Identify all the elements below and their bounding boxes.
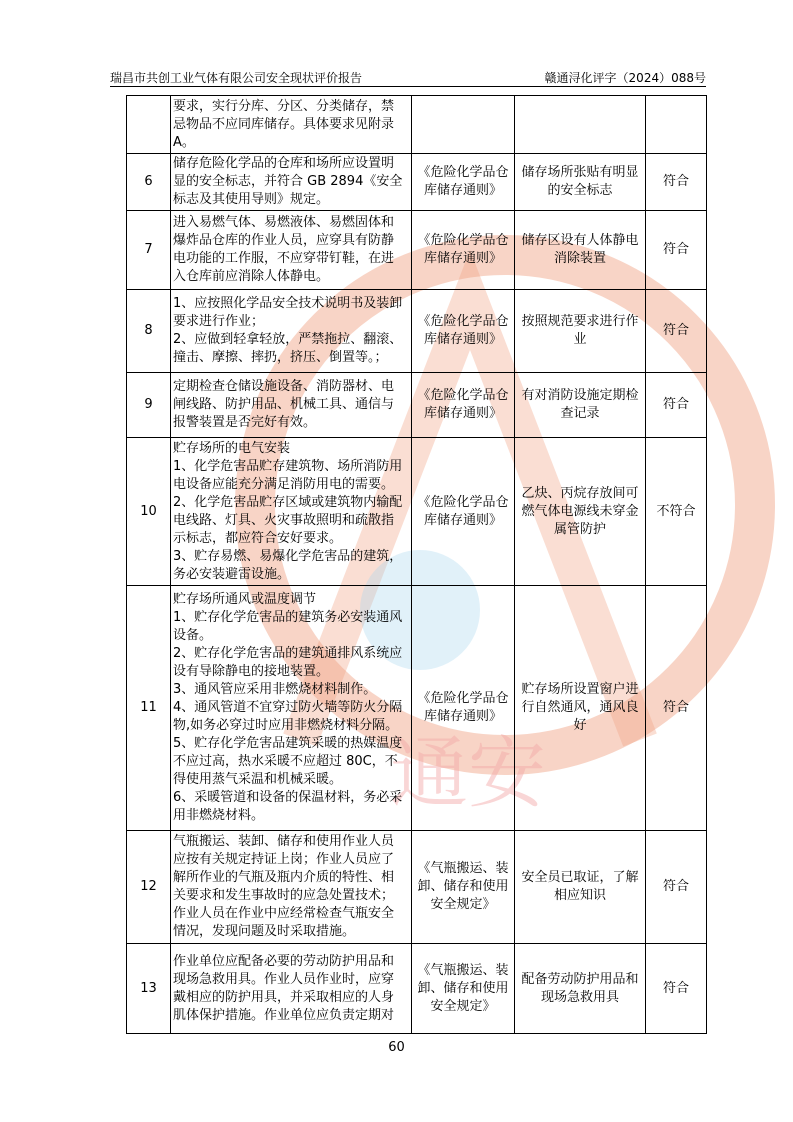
requirement-line: 设有导除静电的接地装置。 (173, 664, 330, 679)
requirement-line: 撞击、摩擦、摔扔，挤压、倒置等。； (173, 350, 388, 365)
basis-cell (412, 211, 515, 290)
result-cell (646, 96, 707, 154)
situation-line: 好 (573, 718, 587, 733)
requirement-line: 3、贮存易燃、易爆化学危害品的建筑， (173, 548, 403, 564)
table-row (127, 96, 707, 154)
report-title: 瑞昌市共创工业气体有限公司安全现状评价报告 (110, 71, 363, 85)
requirement-line: 解所作业的气瓶及瓶内介质的特性、相 (173, 870, 395, 885)
requirement-cell (171, 290, 412, 373)
basis-line: 卸、储存和使用 (417, 980, 509, 996)
basis-cell (412, 290, 515, 373)
requirement-line: 气瓶搬运、装卸、储存和使用作业人员 (173, 834, 395, 849)
table-row (127, 831, 707, 944)
basis-line: 库储存通则》 (423, 709, 502, 724)
row-number-cell: 7 (127, 211, 171, 290)
situation-cell (515, 944, 646, 1034)
report-number: 赣通浔化评字（2024）088号 (544, 71, 706, 85)
situation-line: 安全员已取证，了解 (521, 870, 639, 885)
requirement-line: 进入易燃气体、易燃液体、易燃固体和 (173, 215, 395, 230)
situation-cell (515, 438, 646, 586)
requirement-line: 1、化学危害品贮存建筑物、场所消防用 (173, 458, 403, 474)
requirement-line: 标志及其使用导则》规定。 (173, 192, 330, 207)
situation-cell (515, 154, 646, 211)
situation-line: 现场急救用具 (540, 989, 619, 1005)
situation-line: 按照规范要求进行作 (521, 314, 639, 329)
requirement-line: 闸线路、防护用品、机械工具、通信与 (173, 397, 395, 412)
requirement-line: 2、应做到轻拿轻放，严禁拖拉、翻滚、 (173, 332, 403, 347)
situation-line: 储存场所张贴有明显 (521, 165, 639, 180)
evaluation-table (126, 95, 707, 1034)
requirement-line: A。 (173, 134, 195, 150)
page-number: 60 (388, 1040, 405, 1055)
table-row (127, 373, 707, 438)
situation-line: 储存区设有人体静电 (521, 233, 639, 248)
situation-line: 属管防护 (553, 521, 606, 537)
row-number-cell: 8 (127, 290, 171, 373)
requirement-line: 4、通风管道不宜穿过防火墙等防火分隔 (173, 700, 403, 715)
requirement-line: 戴相应的防护用具，并采取相应的人身 (173, 989, 395, 1005)
requirement-line: 设备。 (173, 628, 213, 643)
situation-line: 配备劳动防护用品和 (521, 971, 639, 987)
basis-cell (412, 944, 515, 1034)
requirement-line: 得使用蒸气采温和机械采暖。 (173, 772, 343, 787)
basis-cell (412, 831, 515, 944)
table-row (127, 211, 707, 290)
basis-line: 《危险化学品仓 (417, 494, 509, 510)
requirement-line: 作业单位应配备必要的劳动防护用品和 (173, 953, 395, 969)
requirement-line: 肌体保护措施。作业单位应负责定期对 (173, 1007, 395, 1023)
requirement-cell (171, 831, 412, 944)
situation-line: 查记录 (560, 406, 600, 421)
basis-cell (412, 373, 515, 438)
situation-line: 有对消防设施定期检 (521, 388, 639, 403)
requirement-line: 关要求和发生事故时的应急处置技术； (173, 888, 395, 903)
basis-line: 卸、储存和使用 (417, 879, 509, 894)
result-cell: 符合 (646, 373, 707, 438)
basis-line: 《气瓶搬运、装 (417, 861, 509, 876)
requirement-cell (171, 373, 412, 438)
situation-line: 贮存场所设置窗户进 (521, 682, 639, 697)
requirement-line: 作业人员在作业中应经常检查气瓶安全 (173, 906, 395, 921)
requirement-line: 要求进行作业； (173, 314, 265, 329)
row-number-cell (127, 96, 171, 154)
requirement-line: 6、采暖管道和设备的保温材料，务必采 (173, 790, 403, 805)
requirement-cell (171, 586, 412, 831)
requirement-line: 爆炸品仓库的作业人员，应穿具有防静 (173, 233, 395, 248)
situation-line: 相应知识 (553, 888, 606, 903)
requirement-line: 务必安装避雷设施。 (173, 566, 291, 582)
header-divider (110, 86, 706, 87)
basis-line: 库储存通则》 (423, 332, 502, 347)
basis-line: 库储存通则》 (423, 406, 502, 421)
basis-line: 《危险化学品仓 (417, 165, 509, 180)
basis-line: 《危险化学品仓 (417, 314, 509, 329)
page-header (110, 68, 706, 88)
requirement-line: 1、应按照化学品安全技术说明书及装卸 (173, 296, 403, 311)
row-number-cell: 11 (127, 586, 171, 831)
basis-line: 《危险化学品仓 (417, 388, 509, 403)
requirement-cell (171, 211, 412, 290)
table-row (127, 154, 707, 211)
requirement-line: 显的安全标志，并符合 GB 2894《安全 (173, 174, 403, 189)
requirement-line: 不应过高，热水采暖不应超过 80C，不 (173, 754, 398, 769)
watermark-text: 通安 (390, 729, 547, 819)
requirement-line: 2、贮存化学危害品的建筑通排风系统应 (173, 646, 403, 661)
requirement-line: 定期检查仓储设施设备、消防器材、电 (173, 379, 395, 394)
requirement-line: 入仓库前应消除人体静电。 (173, 269, 330, 284)
result-cell: 符合 (646, 586, 707, 831)
result-cell: 不符合 (646, 438, 707, 586)
basis-line: 《气瓶搬运、装 (417, 962, 509, 978)
basis-line: 库储存通则》 (423, 251, 502, 266)
basis-line: 库储存通则》 (423, 183, 502, 198)
requirement-line: 贮存场所的电气安装 (173, 440, 291, 456)
requirement-line: 物,如务必穿过时应用非燃烧材料分隔。 (173, 718, 399, 733)
requirement-line: 3、通风管应采用非燃烧材料制作。 (173, 682, 377, 697)
requirement-cell (171, 944, 412, 1034)
situation-cell (515, 211, 646, 290)
row-number-cell: 12 (127, 831, 171, 944)
basis-line: 安全规定》 (430, 998, 496, 1014)
result-cell: 符合 (646, 831, 707, 944)
requirement-line: 报警装置是否完好有效。 (173, 415, 317, 430)
situation-cell (515, 586, 646, 831)
requirement-line: 现场急救用具。作业人员作业时，应穿 (173, 971, 395, 987)
requirement-line: 2、化学危害品贮存区域或建筑物内输配 (173, 494, 403, 510)
table-row (127, 290, 707, 373)
requirement-line: 示标志，都应符合安好要求。 (173, 530, 343, 546)
situation-line: 行自然通风，通风良 (521, 700, 639, 715)
requirement-line: 电功能的工作服，不应穿带钉鞋，在进 (173, 251, 395, 266)
requirement-line: 贮存场所通风或温度调节 (173, 592, 317, 607)
requirement-line: 用非燃烧材料。 (173, 808, 265, 823)
requirement-line: 要求，实行分库、分区、分类储存，禁 (173, 98, 395, 114)
situation-cell (515, 373, 646, 438)
basis-line: 安全规定》 (430, 897, 496, 912)
requirement-line: 电设备应能充分满足消防用电的需要。 (173, 476, 395, 492)
basis-line: 《危险化学品仓 (417, 691, 509, 706)
result-cell: 符合 (646, 944, 707, 1034)
basis-cell (412, 586, 515, 831)
situation-cell (515, 290, 646, 373)
situation-line: 业 (573, 332, 587, 347)
requirement-line: 情况，发现问题及时采取措施。 (173, 924, 356, 939)
requirement-line: 电线路、灯具、火灾事故照明和疏散指 (173, 512, 395, 528)
requirement-cell (171, 438, 412, 586)
requirement-line: 储存危险化学品的仓库和场所应设置明 (173, 156, 395, 171)
requirement-line: 忌物品不应同库储存。具体要求见附录 (173, 116, 395, 132)
requirement-cell (171, 96, 412, 154)
basis-cell (412, 96, 515, 154)
basis-cell (412, 154, 515, 211)
table-row (127, 438, 707, 586)
situation-line: 乙炔、丙烷存放间可 (521, 485, 639, 501)
result-cell: 符合 (646, 211, 707, 290)
table-row (127, 586, 707, 831)
basis-line: 库储存通则》 (423, 512, 502, 528)
row-number-cell: 13 (127, 944, 171, 1034)
situation-line: 燃气体电源线未穿金 (521, 503, 639, 519)
situation-cell (515, 96, 646, 154)
result-cell: 符合 (646, 154, 707, 211)
requirement-line: 5、贮存化学危害品建筑采暖的热媒温度 (173, 736, 403, 751)
basis-line: 《危险化学品仓 (417, 233, 509, 248)
row-number-cell: 6 (127, 154, 171, 211)
situation-cell (515, 831, 646, 944)
table-row (127, 944, 707, 1034)
situation-line: 的安全标志 (547, 183, 613, 198)
basis-cell (412, 438, 515, 586)
result-cell: 符合 (646, 290, 707, 373)
row-number-cell: 9 (127, 373, 171, 438)
requirement-cell (171, 154, 412, 211)
requirement-line: 1、贮存化学危害品的建筑务必安装通风 (173, 610, 403, 625)
situation-line: 消除装置 (553, 251, 606, 266)
row-number-cell: 10 (127, 438, 171, 586)
requirement-line: 应按有关规定持证上岗；作业人员应了 (173, 852, 395, 867)
